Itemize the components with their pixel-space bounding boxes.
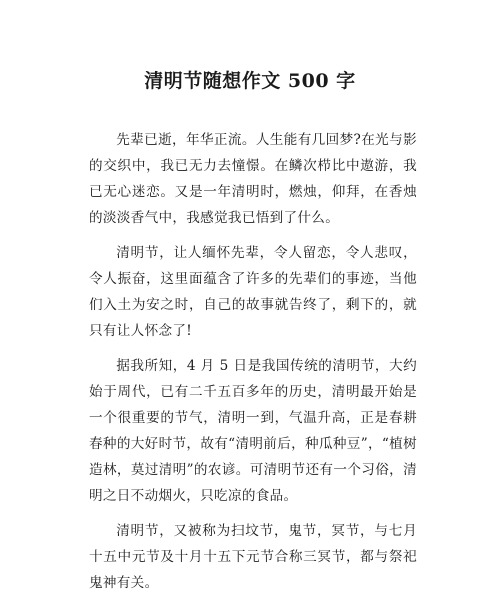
paragraph: 先辈已逝，年华正流。人生能有几回梦?在光与影的交织中，我已无力去憧憬。在鳞次栉比中遨游，我已无心迷恋。又是一年清明时，燃烛，仰拜，在香烛的淡淡香气中，我感觉我已悟到了什么。 (89, 132, 417, 226)
document-body (89, 127, 417, 605)
paragraph: 清明节，又被称为扫坟节，鬼节，冥节，与七月十五中元节及十月十五下元节合称三冥节，都与祭祀鬼神有关。 (89, 523, 417, 591)
paragraph: 清明节，让人缅怀先辈，令人留恋，令人悲叹，令人振奋，这里面蕴含了许多的先辈们的事迹，当他们入土为安之时，自己的故事就告终了，剩下的，就只有让人怀念了! (89, 245, 417, 339)
paragraph: 据我所知，4 月 5 日是我国传统的清明节，大约始于周代，已有二千五百多年的历史，清明最开始是一个很重要的节气，清明一到，气温升高，正是春耕春种的大好时节，故有“清明前后，种瓜种豆”，“植树造林，莫过清明”的农谚。可清明节还有一个习俗，清明之日不动烟火，只吃凉的食品。 (89, 358, 417, 504)
document-title: 清明节随想作文 500 字 (144, 70, 356, 92)
